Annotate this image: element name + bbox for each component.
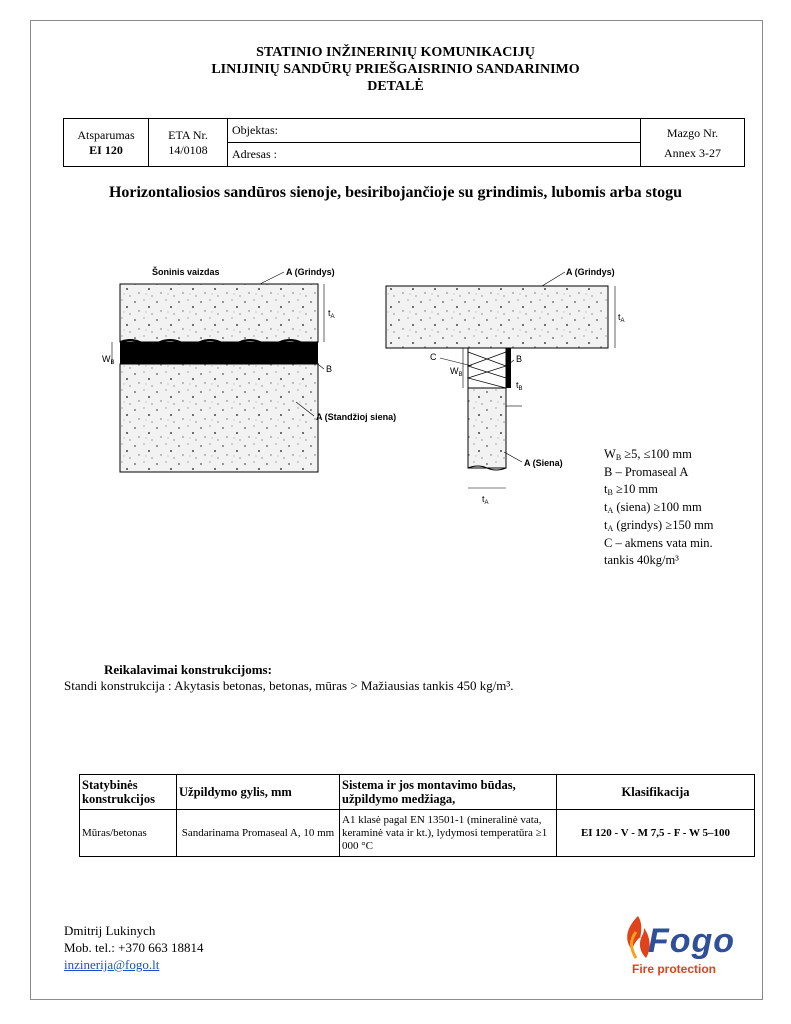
- logo-wordmark: Fogo: [648, 922, 736, 960]
- joint-detail-drawing: [102, 262, 630, 512]
- promaseal-joint-right: [506, 348, 511, 388]
- document-title-line-2: LINIJINIŲ SANDŪRŲ PRIEŠGAISRINIO SANDARINIMO: [211, 62, 580, 77]
- label-b-left: B: [326, 364, 333, 374]
- leader-c: [440, 358, 472, 366]
- label-wb-right: [450, 366, 463, 378]
- promaseal-joint-left: [120, 342, 318, 364]
- spec-wb-b: ≥5, ≤100 mm: [621, 447, 692, 461]
- spec-tb-a: t: [604, 482, 608, 496]
- col-header-classification: Klasifikacija: [557, 775, 755, 810]
- header-table: [63, 118, 745, 167]
- address-cell: [228, 143, 641, 167]
- contact-name: Dmitrij Lukinych: [64, 923, 156, 938]
- col-header-depth: Užpildymo gylis, mm: [177, 775, 340, 810]
- eta-value: 14/0108: [168, 142, 208, 157]
- classification-table: [79, 774, 755, 857]
- spec-tb: [604, 481, 714, 499]
- label-wall-right: A (Siena): [524, 458, 563, 468]
- spec-wb-a: W: [604, 447, 616, 461]
- requirements-text: Standi konstrukcija : Akytasis betonas, betonas, mūras > Mažiausias tankis 450 kg/m³.: [64, 678, 514, 693]
- spec-taf-a: t: [604, 518, 608, 532]
- logo-tagline: Fire protection: [632, 962, 717, 976]
- floor-slab-left: [120, 284, 318, 342]
- detail-subtitle: Horizontaliosios sandūros sienoje, besiribojančioje su grindimis, lubomis arba stogu: [108, 184, 683, 201]
- wall-right: [468, 388, 506, 468]
- classification-header-row: [80, 775, 755, 810]
- ta-floor-sub: A: [620, 318, 625, 324]
- node-cell: [641, 119, 745, 167]
- requirements-heading: Reikalavimai konstrukcijoms:: [104, 662, 272, 677]
- side-view-title: Šoninis vaizdas: [152, 267, 220, 277]
- spec-c-line1: C – akmens vata min.: [604, 536, 713, 550]
- wb-right-sub: B: [458, 372, 463, 378]
- resistance-label: Atsparumas: [77, 127, 135, 142]
- contact-email-link[interactable]: inzinerija@fogo.lt: [64, 957, 160, 972]
- eta-label: ETA Nr.: [168, 127, 208, 142]
- document-title-line-1: STATINIO INŽINERINIŲ KOMUNIKACIJŲ: [256, 45, 535, 60]
- spec-tb-s: B: [607, 488, 613, 497]
- ta-floor-letter: t: [618, 312, 621, 322]
- ta-wall-sub: A: [484, 500, 489, 506]
- tb-letter: t: [516, 380, 519, 390]
- label-rigid-wall: A (Standžioj siena): [316, 412, 397, 422]
- spec-taw-b: (siena) ≥100 mm: [613, 500, 702, 514]
- ta-wall-letter: t: [482, 494, 485, 504]
- spec-ta-floor: [604, 517, 714, 535]
- wb-left-sub: B: [110, 360, 115, 366]
- leader-floor-right: [542, 272, 565, 286]
- spec-taf-s: A: [607, 524, 614, 533]
- label-floor-right: A (Grindys): [566, 267, 615, 277]
- leader-wall-right: [504, 452, 522, 462]
- fogo-logo: [622, 912, 742, 982]
- label-c: C: [430, 352, 437, 362]
- label-ta-left: [328, 308, 335, 320]
- cell-depth: Sandarinama Promaseal A, 10 mm: [177, 810, 340, 857]
- spec-taf-b: (grindys) ≥150 mm: [613, 518, 714, 532]
- spec-ta-wall: [604, 499, 714, 517]
- label-floor-left: A (Grindys): [286, 267, 335, 277]
- wb-right-letter: W: [450, 366, 459, 376]
- label-ta-wall: [482, 494, 489, 506]
- eta-cell: [149, 119, 228, 167]
- spec-wb: [604, 446, 714, 464]
- spec-c-line2: tankis 40kg/m³: [604, 553, 679, 567]
- node-value: Annex 3-27: [664, 145, 721, 160]
- floor-slab-right: [386, 286, 608, 348]
- contact-phone: Mob. tel.: +370 663 18814: [64, 940, 204, 955]
- cell-classification: EI 120 - V - M 7,5 - F - W 5–100: [557, 810, 755, 857]
- document-title-line-3: DETALĖ: [367, 79, 424, 94]
- resistance-value: EI 120: [89, 142, 123, 157]
- node-label: Mazgo Nr.: [666, 125, 719, 140]
- leader-floor-left: [260, 272, 284, 284]
- contact-block: [64, 922, 204, 973]
- object-label: Objektas:: [232, 123, 278, 137]
- cell-system: A1 klasė pagal EN 13501-1 (mineralinė vata, keraminė vata ir kt.), lydymosi temperatūra ≥1 000 °C: [340, 810, 557, 857]
- spec-tb-b: ≥10 mm: [612, 482, 658, 496]
- tb-sub: B: [518, 386, 523, 392]
- table-row: [80, 810, 755, 857]
- rigid-wall-left: [120, 364, 318, 472]
- label-ta-floor: [618, 312, 625, 324]
- ta-left-sub: A: [330, 314, 335, 320]
- spec-list: [604, 446, 714, 569]
- object-cell: [228, 119, 641, 143]
- label-tb: [516, 380, 523, 392]
- resistance-cell: [64, 119, 149, 167]
- ta-left-letter: t: [328, 308, 331, 318]
- spec-taw-s: A: [607, 506, 614, 515]
- spec-wb-s: B: [615, 453, 622, 462]
- col-header-system: Sistema ir jos montavimo būdas, užpildymo medžiaga,: [340, 775, 557, 810]
- wb-left-letter: W: [102, 354, 111, 364]
- label-b-right: B: [516, 354, 523, 364]
- cell-construction: Mūras/betonas: [80, 810, 177, 857]
- spec-taw-a: t: [604, 500, 608, 514]
- spec-b: B – Promaseal A: [604, 465, 689, 479]
- col-header-construction: Statybinės konstrukcijos: [80, 775, 177, 810]
- address-label: Adresas :: [232, 147, 277, 161]
